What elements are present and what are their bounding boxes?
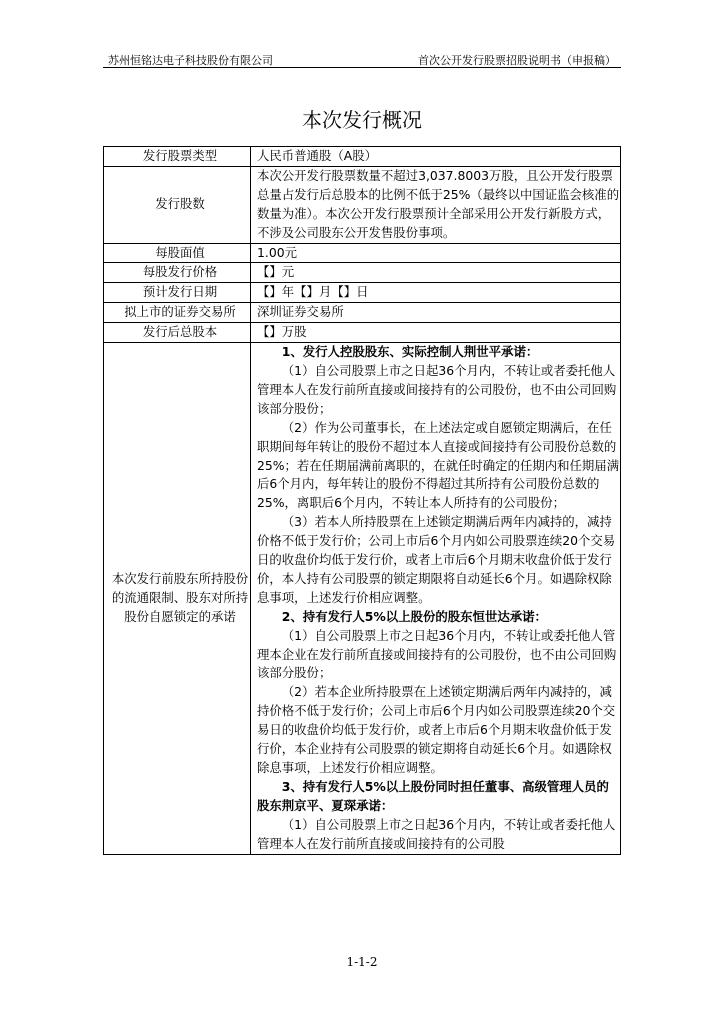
table-row: [104, 243, 621, 263]
row-label: 预计发行日期: [104, 283, 251, 303]
commitment-heading-1: 1、发行人控股股东、实际控制人荆世平承诺：: [281, 344, 539, 360]
table-row: [104, 323, 621, 343]
commitment-clause: （2）若本企业所持股票在上述锁定期满后两年内减持的，减持价格不低于发行价；公司上市后6个月内如公司股票连续20个交易日的收盘价均低于发行价，或者上市后6个月期末收盘价低于发行价，本企业持有公司股票的锁定期将自动延长6个月。如遇除权除息事项，上述发行价相应调整。: [257, 684, 616, 775]
header-rule: [103, 67, 621, 68]
row-value: 人民币普通股（A股）: [251, 147, 621, 167]
commitment-heading-2: 2、持有发行人5%以上股份的股东恒世达承诺：: [281, 608, 547, 624]
row-value: 【】元: [251, 263, 621, 283]
table-row: [104, 263, 621, 283]
table-row: [104, 303, 621, 323]
page-title: 本次发行概况: [302, 108, 422, 132]
table-row: [104, 283, 621, 303]
commitment-clause: （1）自公司股票上市之日起36个月内，不转让或者委托他人管理本人在发行前所直接或间接持有的公司股: [257, 816, 616, 851]
commitment-heading-3: 3、持有发行人5%以上股份同时担任董事、高级管理人员的股东荆京平、夏琛承诺：: [257, 778, 609, 813]
header-document-title: 首次公开发行股票招股说明书（申报稿）: [418, 54, 616, 67]
table-row-lockup: [104, 343, 621, 854]
commitment-clause: （1）自公司股票上市之日起36个月内，不转让或者委托他人管理本人在发行前所直接或间接持有的公司股份，也不由公司回购该部分股份；: [257, 362, 617, 416]
commitment-clause: （3）若本人所持股票在上述锁定期满后两年内减持的，减持价格不低于发行价；公司上市后6个月内如公司股票连续20个交易日的收盘价均低于发行价，或者上市后6个月期末收盘价低于发行价，本人持有公司股票的锁定期限将自动延长6个月。如遇除权除息事项，上述发行价相应调整。: [257, 514, 616, 605]
header-company: 苏州恒铭达电子科技股份有限公司: [108, 54, 273, 67]
commitment-clause: （1）自公司股票上市之日起36个月内，不转让或委托他人管理本企业在发行前所直接或间接持有的公司股份，也不由公司回购该部分股份；: [257, 627, 617, 681]
commitment-clause: （2）作为公司董事长，在上述法定或自愿锁定期满后，在任职期间每年转让的股份不超过本人直接或间接持有公司股份总数的25%；若在任期届满前离职的，在就任时确定的任期内和任期届满后6个月内，每年转让的股份不得超过其所持有公司股份总数的25%，离职后6个月内，不转让本人所持有的公司股份；: [257, 419, 620, 511]
row-value: 【】万股: [251, 323, 621, 343]
row-label: 发行股票类型: [104, 147, 251, 167]
row-value: 【】年【】月【】日: [251, 283, 621, 303]
row-label: 发行股数: [104, 166, 251, 243]
row-label: 拟上市的证券交易所: [104, 303, 251, 323]
row-label-lockup: 本次发行前股东所持股份的流通限制、股东对所持股份自愿锁定的承诺: [104, 343, 251, 854]
row-label: 发行后总股本: [104, 323, 251, 343]
row-value: 1.00元: [251, 243, 621, 263]
table-row: [104, 147, 621, 167]
page-number: 1-1-2: [346, 955, 378, 969]
row-value-lockup: [251, 343, 621, 854]
table-row: [104, 166, 621, 243]
row-label: 每股面值: [104, 243, 251, 263]
row-value: 本次公开发行股票数量不超过3,037.8003万股，且公开发行股票总量占发行后总股本的比例不低于25%（最终以中国证监会核准的数量为准）。本次公开发行股票预计全部采用公开发行新股方式，不涉及公司股东公开发售股份事项。: [251, 166, 621, 243]
row-label: 每股发行价格: [104, 263, 251, 283]
offering-overview-table: [103, 146, 621, 855]
row-value: 深圳证券交易所: [251, 303, 621, 323]
